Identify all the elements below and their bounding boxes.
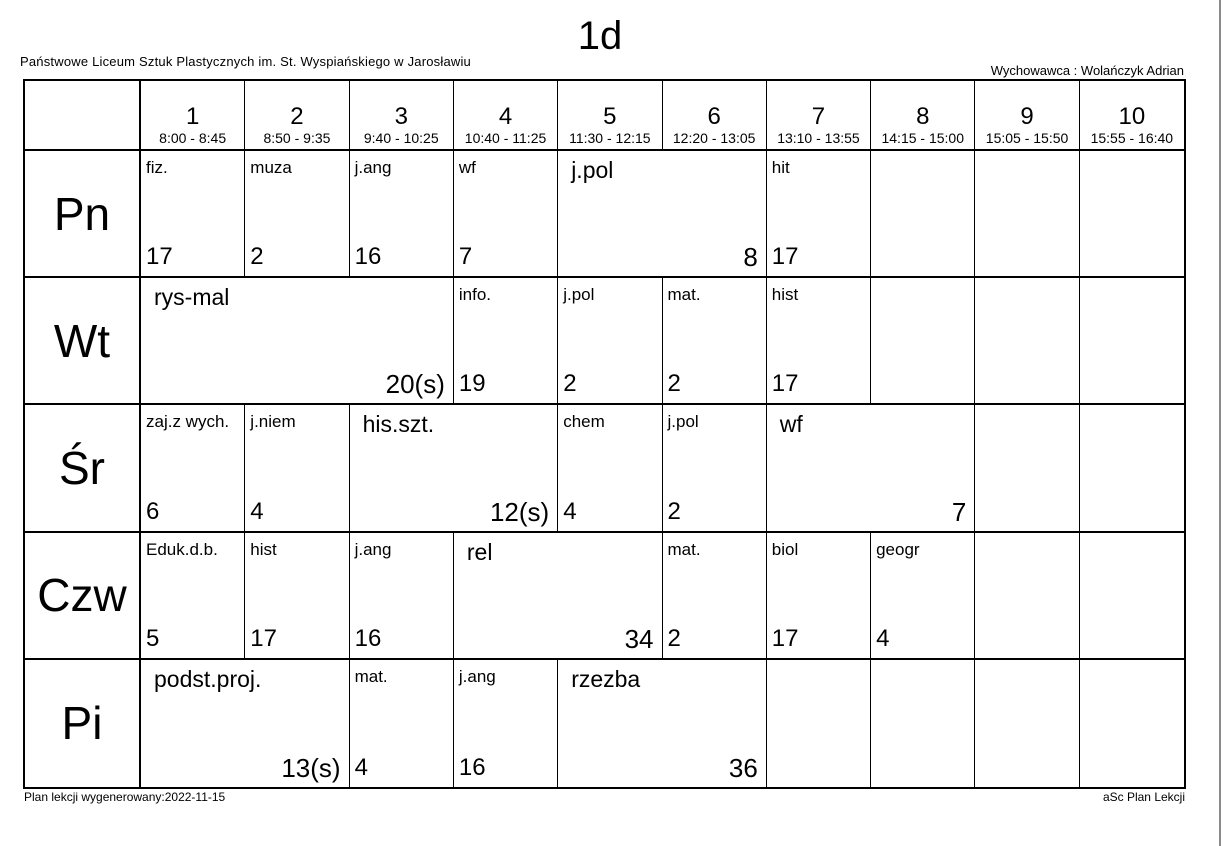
lesson-cell[interactable]	[871, 533, 975, 660]
period-number: 10	[1118, 103, 1146, 130]
lesson-room: 7	[951, 496, 967, 527]
grid-corner	[25, 81, 141, 151]
lesson-subject: podst.proj.	[154, 665, 262, 692]
lesson-subject: j.ang	[458, 666, 496, 686]
lesson-cell[interactable]	[558, 405, 662, 532]
generated-date: Plan lekcji wygenerowany:2022-11-15	[24, 790, 226, 804]
lesson-room: 2	[250, 243, 264, 271]
period-header	[1080, 81, 1184, 151]
lesson-subject: wf	[458, 158, 476, 177]
school-name: Państwowe Liceum Sztuk Plastycznych im. St. Wyspiańskiego w Jarosławiu	[20, 54, 471, 69]
period-time: 10:40 - 11:25	[464, 130, 547, 146]
empty-cell	[871, 151, 975, 278]
empty-cell	[975, 533, 1079, 660]
lesson-cell[interactable]	[141, 278, 454, 405]
lesson-subject: fiz.	[146, 158, 168, 177]
lesson-room: 17	[250, 624, 277, 652]
period-time: 15:05 - 15:50	[985, 130, 1069, 146]
period-time: 15:55 - 16:40	[1090, 130, 1174, 146]
lesson-room: 4	[876, 624, 890, 652]
period-number: 7	[811, 103, 826, 130]
empty-cell	[1080, 278, 1184, 405]
lesson-subject: zaj.z wych.	[146, 412, 230, 432]
period-header	[141, 81, 245, 151]
empty-cell	[975, 405, 1079, 532]
period-header	[663, 81, 767, 151]
empty-cell	[871, 660, 975, 787]
period-time: 13:10 - 13:55	[777, 130, 860, 146]
lesson-subject: hist	[771, 285, 799, 305]
lesson-cell[interactable]	[350, 660, 454, 787]
lesson-room: 12(s)	[489, 496, 550, 527]
lesson-cell[interactable]	[350, 405, 559, 532]
period-number: 4	[498, 103, 513, 130]
period-header	[454, 81, 558, 151]
lesson-cell[interactable]	[767, 278, 871, 405]
lesson-cell[interactable]	[767, 533, 871, 660]
empty-cell	[767, 660, 871, 787]
lesson-cell[interactable]	[663, 533, 767, 660]
lesson-cell[interactable]	[141, 405, 245, 532]
lesson-room: 4	[354, 753, 368, 781]
lesson-cell[interactable]	[454, 533, 663, 660]
period-number: 8	[916, 103, 930, 130]
lesson-subject: info.	[458, 285, 492, 305]
lesson-cell[interactable]	[141, 533, 245, 660]
lesson-cell[interactable]	[454, 660, 558, 787]
period-header	[350, 81, 454, 151]
day-label: Wt	[25, 278, 141, 405]
lesson-subject: mat.	[667, 539, 701, 559]
lesson-room: 6	[146, 497, 160, 525]
lesson-room: 16	[354, 624, 382, 652]
lesson-subject: j.ang	[354, 539, 392, 559]
lesson-cell[interactable]	[350, 151, 454, 278]
lesson-room: 17	[146, 243, 173, 271]
lesson-cell[interactable]	[767, 151, 871, 278]
lesson-subject: j.pol	[563, 285, 595, 305]
lesson-subject: mat.	[667, 285, 701, 305]
lesson-room: 20(s)	[385, 369, 445, 400]
period-header	[975, 81, 1079, 151]
generator-credit: aSc Plan Lekcji	[1102, 790, 1185, 804]
lesson-room: 36	[728, 752, 758, 783]
lesson-cell[interactable]	[141, 151, 245, 278]
class-teacher: Wychowawca : Wolańczyk Adrian	[990, 63, 1184, 78]
empty-cell	[975, 660, 1079, 787]
lesson-subject: j.ang	[354, 158, 392, 177]
period-header	[767, 81, 871, 151]
lesson-room: 2	[667, 370, 681, 398]
lesson-room: 4	[563, 497, 577, 525]
lesson-room: 7	[458, 243, 473, 271]
lesson-room: 17	[771, 370, 799, 398]
period-header	[558, 81, 662, 151]
class-title: 1d	[577, 14, 623, 58]
empty-cell	[975, 151, 1079, 278]
period-time: 12:20 - 13:05	[672, 130, 756, 146]
lesson-cell[interactable]	[454, 151, 558, 278]
period-header	[871, 81, 975, 151]
lesson-subject: hit	[771, 158, 790, 177]
period-time: 9:40 - 10:25	[363, 130, 439, 146]
lesson-room: 5	[146, 624, 160, 652]
empty-cell	[975, 278, 1079, 405]
lesson-cell[interactable]	[663, 278, 767, 405]
lesson-cell[interactable]	[141, 660, 350, 787]
period-header	[245, 81, 349, 151]
lesson-cell[interactable]	[558, 151, 767, 278]
lesson-cell[interactable]	[767, 405, 976, 532]
lesson-room: 16	[458, 753, 486, 781]
lesson-subject: j.pol	[571, 157, 614, 183]
lesson-subject: Eduk.d.b.	[146, 539, 218, 559]
lesson-subject: his.szt.	[362, 411, 435, 438]
lesson-subject: mat.	[354, 666, 388, 686]
lesson-cell[interactable]	[245, 533, 349, 660]
day-label: Czw	[25, 533, 141, 660]
lesson-subject: hist	[250, 539, 277, 559]
lesson-room: 2	[667, 624, 681, 652]
lesson-room: 13(s)	[281, 752, 341, 783]
empty-cell	[1080, 151, 1184, 278]
empty-cell	[1080, 660, 1184, 787]
lesson-room: 2	[667, 497, 681, 525]
period-number: 2	[290, 103, 304, 130]
period-number: 6	[707, 103, 721, 130]
period-number: 9	[1020, 103, 1034, 130]
lesson-room: 4	[250, 497, 264, 525]
lesson-cell[interactable]	[454, 278, 558, 405]
lesson-subject: chem	[563, 412, 605, 432]
lesson-room: 2	[563, 370, 577, 398]
lesson-room: 17	[771, 243, 799, 271]
timetable-grid	[23, 79, 1186, 789]
period-number: 5	[603, 103, 617, 130]
period-number: 3	[394, 103, 408, 130]
day-label: Pn	[25, 151, 141, 278]
empty-cell	[1080, 405, 1184, 532]
lesson-subject: rzezba	[571, 665, 641, 692]
lesson-cell[interactable]	[245, 151, 349, 278]
window-right-border	[1219, 0, 1221, 846]
lesson-subject: j.pol	[667, 412, 699, 432]
lesson-cell[interactable]	[663, 405, 767, 532]
period-time: 8:50 - 9:35	[263, 130, 331, 146]
empty-cell	[1080, 533, 1184, 660]
day-label: Pi	[25, 660, 141, 787]
lesson-room: 19	[458, 370, 486, 398]
period-time: 14:15 - 15:00	[881, 130, 964, 146]
empty-cell	[871, 278, 975, 405]
day-label: Śr	[25, 405, 141, 532]
lesson-room: 8	[743, 242, 758, 273]
lesson-subject: biol	[771, 539, 799, 559]
lesson-room: 34	[624, 623, 654, 654]
lesson-subject: rys-mal	[154, 284, 230, 311]
lesson-cell[interactable]	[558, 278, 662, 405]
lesson-room: 16	[354, 243, 382, 271]
period-number: 1	[185, 103, 200, 130]
lesson-cell[interactable]	[245, 405, 349, 532]
lesson-subject: geogr	[876, 539, 920, 559]
lesson-cell[interactable]	[350, 533, 454, 660]
lesson-subject: wf	[779, 411, 803, 438]
period-time: 8:00 - 8:45	[159, 130, 227, 146]
period-time: 11:30 - 12:15	[569, 130, 651, 146]
lesson-subject: j.niem	[250, 412, 296, 432]
lesson-subject: rel	[466, 538, 493, 565]
lesson-cell[interactable]	[558, 660, 767, 787]
lesson-subject: muza	[250, 158, 292, 177]
lesson-room: 17	[771, 624, 799, 652]
